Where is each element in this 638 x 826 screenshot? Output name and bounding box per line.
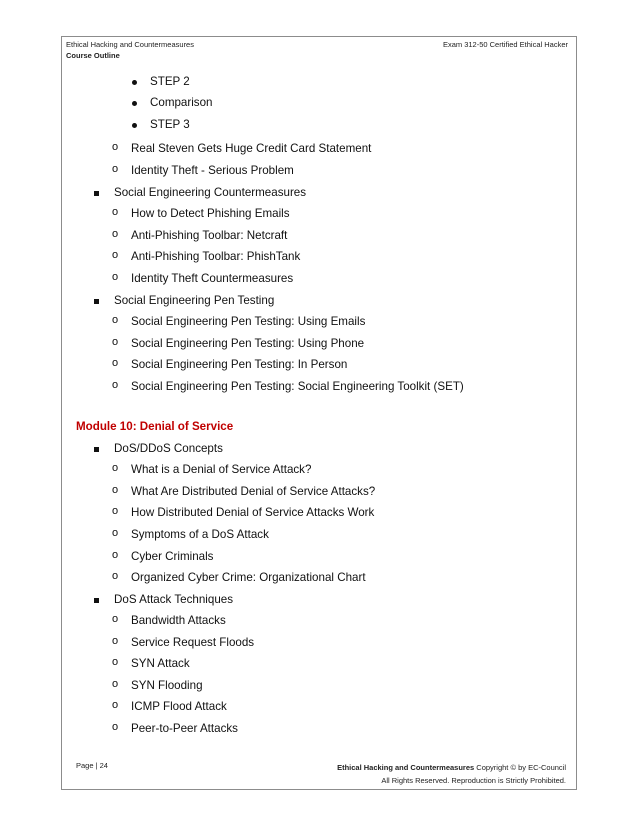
outline-item: Anti-Phishing Toolbar: PhishTank	[131, 250, 301, 263]
circle-bullet-icon: o	[112, 462, 119, 474]
bullet-icon	[132, 123, 137, 128]
circle-bullet-icon: o	[112, 271, 119, 283]
copyright-notice	[337, 761, 566, 787]
header-right: Exam 312-50 Certified Ethical Hacker	[442, 40, 568, 49]
circle-bullet-icon: o	[112, 379, 119, 391]
square-bullet-icon	[94, 447, 99, 452]
bullet-icon	[132, 101, 137, 106]
square-bullet-icon	[94, 598, 99, 603]
circle-bullet-icon: o	[112, 656, 119, 668]
square-bullet-icon	[94, 191, 99, 196]
circle-bullet-icon: o	[112, 314, 119, 326]
outline-item: Real Steven Gets Huge Credit Card Statement	[131, 142, 372, 155]
outline-item: Comparison	[150, 96, 213, 109]
circle-bullet-icon: o	[112, 484, 119, 496]
outline-item: Identity Theft Countermeasures	[131, 272, 294, 285]
outline-item: STEP 2	[150, 75, 190, 88]
outline-item: Social Engineering Pen Testing: Using Phone	[131, 337, 365, 350]
outline-item: Social Engineering Countermeasures	[114, 186, 307, 199]
outline-item: SYN Attack	[131, 657, 190, 670]
outline-item: Bandwidth Attacks	[131, 614, 226, 627]
outline-item: Anti-Phishing Toolbar: Netcraft	[131, 229, 288, 242]
circle-bullet-icon: o	[112, 336, 119, 348]
square-bullet-icon	[94, 299, 99, 304]
outline-item: What is a Denial of Service Attack?	[131, 463, 312, 476]
circle-bullet-icon: o	[112, 163, 119, 175]
circle-bullet-icon: o	[112, 505, 119, 517]
module-title: Module 10: Denial of Service	[76, 420, 234, 433]
circle-bullet-icon: o	[112, 635, 119, 647]
outline-item: Peer-to-Peer Attacks	[131, 722, 238, 735]
circle-bullet-icon: o	[112, 699, 119, 711]
outline-item: ICMP Flood Attack	[131, 700, 227, 713]
bullet-icon	[132, 80, 137, 85]
header-subtitle: Course Outline	[66, 51, 120, 60]
outline-item: DoS Attack Techniques	[114, 593, 234, 606]
circle-bullet-icon: o	[112, 141, 119, 153]
outline-item: Symptoms of a DoS Attack	[131, 528, 269, 541]
outline-item: Identity Theft - Serious Problem	[131, 164, 294, 177]
circle-bullet-icon: o	[112, 570, 119, 582]
outline-item: Social Engineering Pen Testing: Social Engineering Toolkit (SET)	[131, 380, 464, 393]
circle-bullet-icon: o	[112, 721, 119, 733]
outline-item: Organized Cyber Crime: Organizational Chart	[131, 571, 366, 584]
circle-bullet-icon: o	[112, 228, 119, 240]
outline-item: How to Detect Phishing Emails	[131, 207, 290, 220]
outline-item: SYN Flooding	[131, 679, 203, 692]
circle-bullet-icon: o	[112, 678, 119, 690]
circle-bullet-icon: o	[112, 527, 119, 539]
outline-item: STEP 3	[150, 118, 190, 131]
copyright-rest: Copyright © by EC-Council	[474, 763, 566, 772]
outline-item: What Are Distributed Denial of Service Attacks?	[131, 485, 376, 498]
copyright-bold: Ethical Hacking and Countermeasures	[337, 763, 475, 772]
circle-bullet-icon: o	[112, 206, 119, 218]
circle-bullet-icon: o	[112, 613, 119, 625]
outline-item: Service Request Floods	[131, 636, 255, 649]
outline-item: DoS/DDoS Concepts	[114, 442, 223, 455]
page-number: Page | 24	[76, 761, 108, 770]
outline-item: Social Engineering Pen Testing	[114, 294, 275, 307]
circle-bullet-icon: o	[112, 249, 119, 261]
rights-notice: All Rights Reserved. Reproduction is Strictly Prohibited.	[381, 776, 566, 785]
outline-item: Social Engineering Pen Testing: In Person	[131, 358, 348, 371]
outline-item: Cyber Criminals	[131, 550, 214, 563]
outline-item: Social Engineering Pen Testing: Using Emails	[131, 315, 366, 328]
outline-item: How Distributed Denial of Service Attacks Work	[131, 506, 375, 519]
header-left: Ethical Hacking and Countermeasures	[66, 40, 194, 49]
circle-bullet-icon: o	[112, 357, 119, 369]
circle-bullet-icon: o	[112, 549, 119, 561]
